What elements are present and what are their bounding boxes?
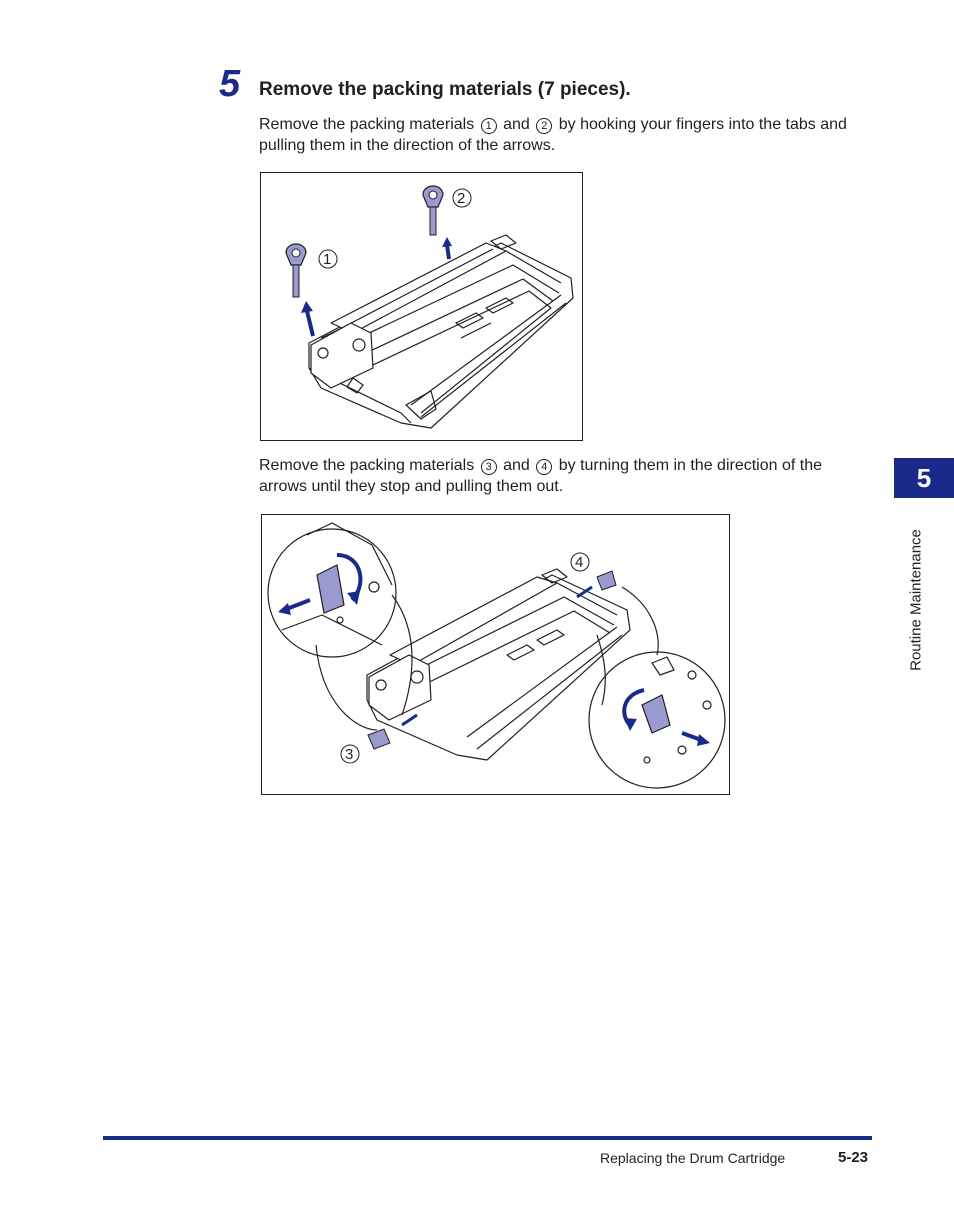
step-title: Remove the packing materials (7 pieces). bbox=[259, 79, 631, 100]
footer-section-title: Replacing the Drum Cartridge bbox=[600, 1150, 786, 1166]
circled-number-marker: 1 bbox=[481, 118, 497, 134]
paragraph-text: by hooking your fingers into the tabs and pulling them in the direction of the arrows. bbox=[259, 116, 847, 154]
footer-divider bbox=[103, 1136, 872, 1140]
instruction-paragraph-2 bbox=[259, 455, 859, 497]
drum-cartridge-illustration-2 bbox=[262, 515, 729, 794]
callout-1 bbox=[319, 250, 337, 268]
step-number: 5 bbox=[219, 63, 241, 105]
svg-text:3: 3 bbox=[345, 746, 354, 763]
callout-2 bbox=[453, 189, 471, 207]
paragraph-text: and bbox=[503, 116, 530, 133]
svg-text:2: 2 bbox=[457, 190, 466, 207]
paragraph-text: and bbox=[503, 457, 530, 474]
paragraph-text: by turning them in the direction of the arrows until they stop and pulling them out. bbox=[259, 457, 822, 495]
figure-turn-packing-materials bbox=[261, 514, 730, 795]
instruction-paragraph-1 bbox=[259, 114, 859, 156]
packing-material-1-icon bbox=[286, 244, 313, 336]
circled-number-marker: 3 bbox=[481, 459, 497, 475]
chapter-title-text: Routine Maintenance bbox=[907, 529, 925, 671]
callout-3 bbox=[341, 745, 359, 763]
paragraph-text: Remove the packing materials bbox=[259, 116, 475, 133]
drum-cartridge-illustration-1 bbox=[261, 173, 582, 440]
packing-material-2-icon bbox=[423, 186, 452, 259]
figure-pull-packing-materials bbox=[260, 172, 583, 441]
svg-text:4: 4 bbox=[575, 554, 584, 571]
svg-text:1: 1 bbox=[323, 251, 332, 268]
paragraph-text: Remove the packing materials bbox=[259, 457, 475, 474]
circled-number-marker: 4 bbox=[536, 459, 552, 475]
footer-page-number: 5-23 bbox=[838, 1149, 869, 1166]
circled-number-marker: 2 bbox=[536, 118, 552, 134]
callout-4 bbox=[571, 553, 589, 571]
chapter-tab: 5 bbox=[894, 458, 954, 498]
